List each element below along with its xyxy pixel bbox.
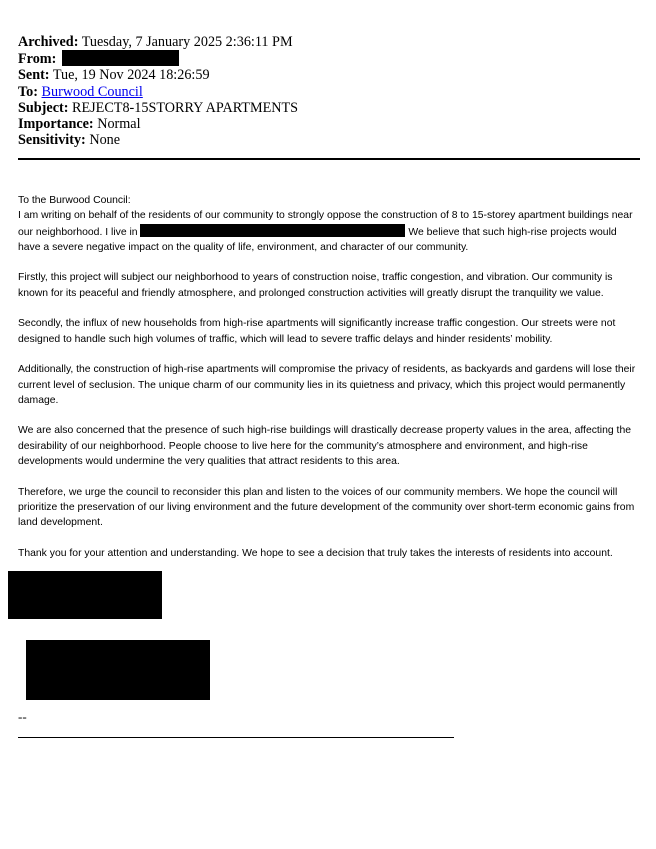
archived-value: Tuesday, 7 January 2025 2:36:11 PM <box>81 34 293 50</box>
sensitivity-row <box>18 132 298 148</box>
email-body <box>18 193 640 576</box>
paragraph-4: Additionally, the construction of high-rise apartments will compromise the privacy of residents, as backyards and gardens will lose their current level of seclusion. The unique charm of our community lies in its quietness and privacy, which this project would permanently damage. <box>18 364 636 406</box>
redacted-address <box>140 224 405 237</box>
header-divider <box>18 158 640 160</box>
sent-value: Tue, 19 Nov 2024 18:26:59 <box>52 67 210 84</box>
subject-value: REJECT8-15STORRY APARTMENTS <box>72 99 299 116</box>
sensitivity-label: Sensitivity: <box>18 132 86 149</box>
to-recipient-link[interactable]: Burwood Council <box>41 83 143 100</box>
redacted-signature-details <box>26 640 210 700</box>
paragraph-5: We are also concerned that the presence of such high-rise buildings will drastically decrease property values in the area, affecting the desirability of our neighborhood. People choose to live here for the community’s atmosphere and environment, and high-rise developments would undermine the very qualities that attract residents to this area. <box>18 425 632 468</box>
paragraph-1-end: We believe that such high-rise projects would have a severe negative impact on the quality of life, environment, and character of our community. <box>18 226 617 253</box>
sent-row <box>18 67 298 83</box>
archived-row <box>18 34 298 50</box>
to-row <box>18 84 298 100</box>
footer-divider <box>18 737 454 738</box>
signature-separator: -- <box>18 709 27 724</box>
from-row <box>18 50 298 67</box>
paragraph-1-start: I am writing on behalf of the residents of our community to strongly oppose the construction of 8 to 15-storey apartment buildings near our neighborhood. I live in <box>18 210 633 238</box>
sent-label: Sent: <box>18 67 50 84</box>
importance-value: Normal <box>97 116 141 133</box>
salutation: To the Burwood Council: <box>18 195 131 206</box>
importance-row <box>18 116 298 132</box>
paragraph-1 <box>18 208 640 255</box>
importance-label: Importance: <box>18 116 94 133</box>
subject-row <box>18 100 298 116</box>
sensitivity-value: None <box>89 132 121 149</box>
paragraph-7: Thank you for your attention and understanding. We hope to see a decision that truly takes the interests of residents into account. <box>18 547 613 559</box>
email-header <box>18 34 298 148</box>
paragraph-2: Firstly, this project will subject our neighborhood to years of construction noise, traffic congestion, and vibration. Our community is known for its peaceful and friendly atmosphere, and prolonged construction activities will greatly disrupt the tranquility we value. <box>18 272 613 299</box>
archived-label: Archived: <box>18 34 79 50</box>
from-label: From: <box>18 51 57 68</box>
paragraph-6: Therefore, we urge the council to reconsider this plan and listen to the voices of our community members. We hope the council will prioritize the preservation of our living environment and the future development of the community over short-term economic gains from land development. <box>18 486 635 529</box>
redacted-signature-name <box>8 571 162 619</box>
subject-label: Subject: <box>18 99 69 116</box>
paragraph-3: Secondly, the influx of new households from high-rise apartments will significantly increase traffic congestion. Our streets were not designed to handle such high volumes of traffic, which will lead to severe traffic delays and hinder residents’ mobility. <box>18 318 616 345</box>
redacted-sender <box>62 50 179 66</box>
to-label: To: <box>18 83 38 100</box>
